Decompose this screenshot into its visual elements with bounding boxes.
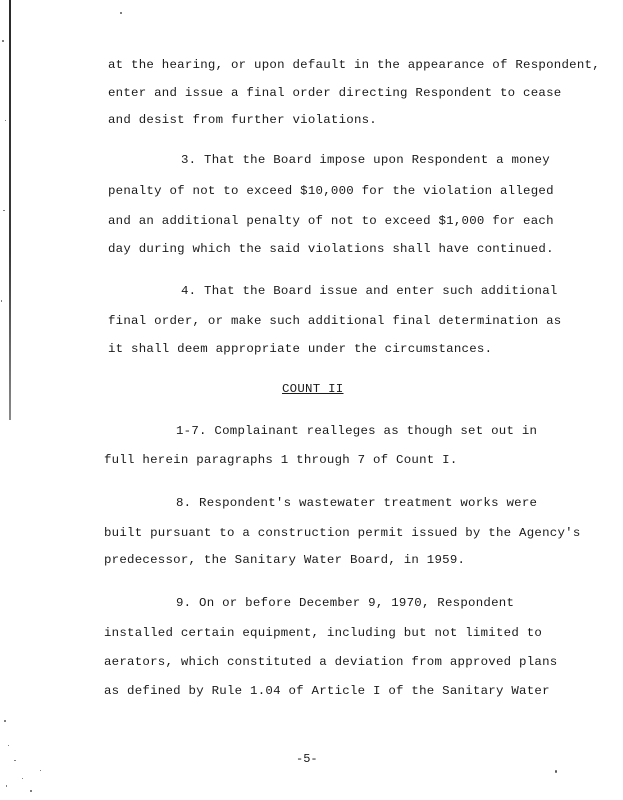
- text-line: 1-7. Complainant realleges as though set out in: [176, 424, 538, 438]
- text-line: as defined by Rule 1.04 of Article I of the Sanitary Water: [104, 684, 550, 698]
- text-line: day during which the said violations shall have continued.: [108, 242, 554, 256]
- scan-speckle: [8, 745, 9, 746]
- scan-speckle: [40, 770, 41, 771]
- scan-speckle: [6, 785, 7, 787]
- scan-speckle: [22, 778, 23, 779]
- text-line: predecessor, the Sanitary Water Board, in 1959.: [104, 553, 466, 567]
- text-line: aerators, which constituted a deviation from approved plans: [104, 655, 558, 669]
- text-line: enter and issue a final order directing Respondent to cease: [108, 86, 562, 100]
- text-line: 4. That the Board issue and enter such additional: [181, 284, 558, 298]
- scan-speckle: [5, 120, 6, 121]
- text-line: penalty of not to exceed $10,000 for the violation alleged: [108, 184, 554, 198]
- text-line: it shall deem appropriate under the circumstances.: [108, 342, 493, 356]
- scan-edge-line: [9, 0, 11, 420]
- scan-speckle: [4, 720, 6, 722]
- text-line: 3. That the Board impose upon Respondent a money: [181, 153, 550, 167]
- text-line: installed certain equipment, including but not limited to: [104, 626, 543, 640]
- scan-speckle: [1, 300, 2, 302]
- text-line: full herein paragraphs 1 through 7 of Count I.: [104, 453, 458, 467]
- scan-speckle: [3, 210, 5, 211]
- scan-speckle: [30, 790, 32, 792]
- text-line: at the hearing, or upon default in the appearance of Respondent,: [108, 58, 600, 72]
- scan-speckle: [120, 12, 122, 14]
- section-heading: COUNT II: [282, 382, 344, 396]
- text-line: and an additional penalty of not to exceed $1,000 for each: [108, 214, 554, 228]
- text-line: final order, or make such additional final determination as: [108, 314, 562, 328]
- text-line: built pursuant to a construction permit issued by the Agency's: [104, 526, 581, 540]
- text-line: 9. On or before December 9, 1970, Respondent: [176, 596, 515, 610]
- text-line: and desist from further violations.: [108, 113, 377, 127]
- scan-speckle: [555, 770, 557, 773]
- scan-speckle: [2, 40, 4, 42]
- page-number: -5-: [296, 752, 318, 766]
- scan-speckle: [14, 760, 16, 761]
- text-line: 8. Respondent's wastewater treatment works were: [176, 496, 538, 510]
